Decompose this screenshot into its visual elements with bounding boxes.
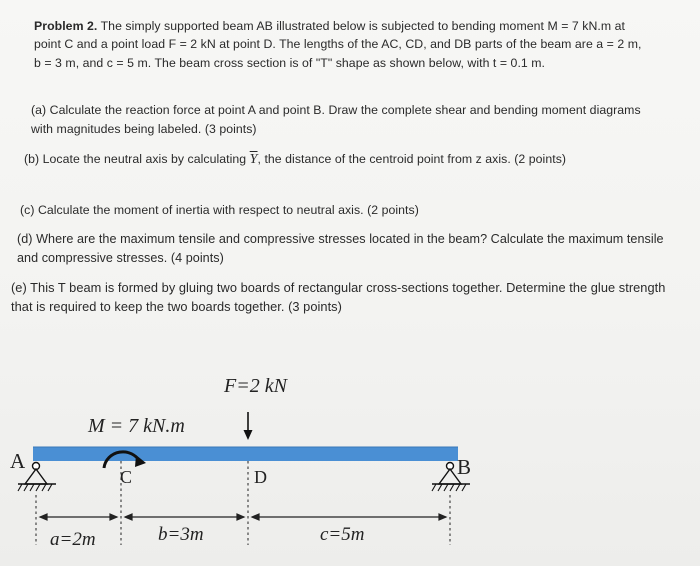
problem-text: The simply supported beam AB illustrated below is subjected to bending moment M = 7 kN.m at point C and a point load F = 2 kN at point D. The lengths of the AC, CD, and DB parts of the beam are a = 2 m, b = 3 m, and c = 5 m. The beam cross section is of "T" shape as shown below, with t = 0.1 m. (34, 19, 642, 70)
problem-statement (34, 17, 644, 72)
y-bar-symbol: $\overline{Y}$ (249, 152, 258, 167)
dimension-reference-lines (36, 461, 450, 545)
dimension-b-label: b=3m (158, 524, 204, 545)
label-b: B (457, 455, 472, 479)
problem-label: Problem 2. (34, 19, 98, 33)
part-b-text-1: (b) Locate the neutral axis by calculating (24, 152, 247, 166)
part-b (24, 150, 664, 170)
force-arrow (244, 412, 253, 440)
label-d: D (254, 467, 267, 487)
force-label: F=2 kN (224, 375, 287, 397)
label-a: A (10, 449, 26, 473)
dimension-c-label: c=5m (320, 524, 365, 545)
dimension-a-label: a=2m (50, 529, 96, 550)
part-c: (c) Calculate the moment of inertia with respect to neutral axis. (2 points) (20, 203, 419, 217)
part-a: (a) Calculate the reaction force at point A and point B. Draw the complete shear and bending moment diagrams with magnitudes being labeled. (3 points) (31, 103, 641, 136)
label-c: C (120, 467, 133, 487)
part-d: (d) Where are the maximum tensile and compressive stresses located in the beam? Calculate the maximum tensile and compressive stresses. (4 points) (17, 232, 664, 265)
part-b-text-2: , the distance of the centroid point from z axis. (2 points) (257, 152, 567, 166)
beam-diagram (0, 340, 700, 566)
beam (33, 447, 458, 461)
part-e: (e) This T beam is formed by gluing two boards of rectangular cross-sections together. Determine the glue strength that is required to keep the two boards together. (3 points) (11, 280, 666, 314)
moment-label: M = 7 kN.m (88, 415, 185, 437)
dimension-arrows (40, 514, 446, 520)
